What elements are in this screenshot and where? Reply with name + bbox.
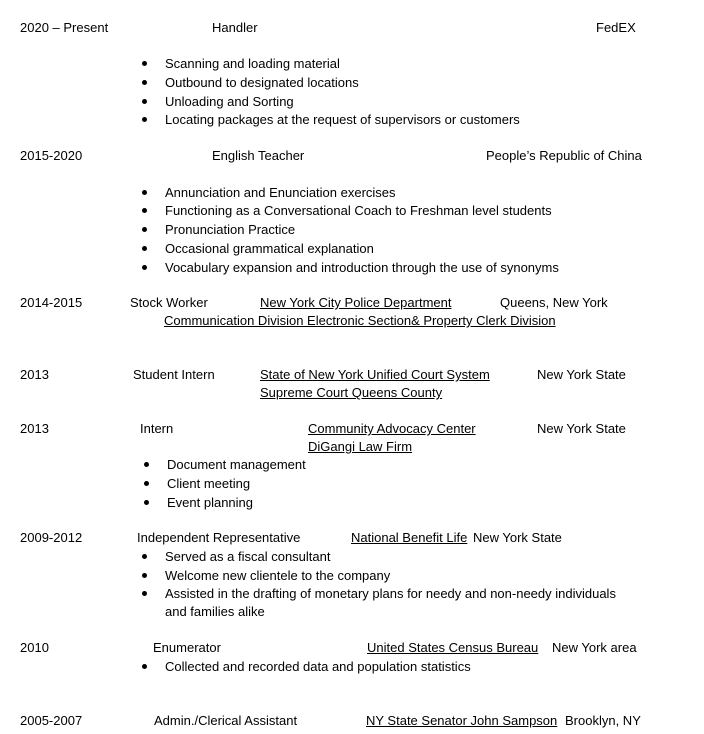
bullet-item: Outbound to designated locations xyxy=(165,75,359,90)
entry-location: New York State xyxy=(537,421,626,436)
bullet-item: Client meeting xyxy=(167,476,251,491)
organization-link[interactable]: New York City Police Department xyxy=(260,295,452,310)
entry-location: New York State xyxy=(537,367,626,382)
entry-dates: 2014-2015 xyxy=(20,295,83,310)
entry-location: Queens, New York xyxy=(500,295,608,310)
bullet-item: Annunciation and Enunciation exercises xyxy=(165,185,396,200)
entry-title: Enumerator xyxy=(153,640,221,655)
entry-title: Stock Worker xyxy=(130,295,208,310)
entry-title: Handler xyxy=(212,20,258,35)
entry-dates: 2013 xyxy=(20,367,49,382)
entry-location: Brooklyn, NY xyxy=(565,713,641,728)
bullet-item: Collected and recorded data and population statistics xyxy=(165,659,471,674)
bullet-item: Locating packages at the request of supervisors or customers xyxy=(165,112,520,127)
entry-title: Independent Representative xyxy=(137,530,301,545)
bullet-item: Occasional grammatical explanation xyxy=(165,241,374,256)
entry-location: New York State xyxy=(473,530,562,545)
division-link[interactable]: Communication Division Electronic Section& Property Clerk Division xyxy=(164,313,556,328)
organization-link[interactable]: NY State Senator John Sampson xyxy=(366,713,558,728)
entry-dates: 2015-2020 xyxy=(20,148,83,163)
organization-link[interactable]: Community Advocacy Center xyxy=(308,421,476,436)
bullet-item: Document management xyxy=(167,457,306,472)
entry-dates: 2020 – Present xyxy=(20,20,109,35)
entry-location: New York area xyxy=(552,640,637,655)
organization-link[interactable]: United States Census Bureau xyxy=(367,640,539,655)
organization-link[interactable]: Supreme Court Queens County xyxy=(260,385,443,400)
entry-title: English Teacher xyxy=(212,148,305,163)
entry-dates: 2009-2012 xyxy=(20,530,83,545)
bullet-item: Unloading and Sorting xyxy=(165,94,294,109)
organization-link[interactable]: National Benefit Life xyxy=(351,530,468,545)
entry-title: Intern xyxy=(140,421,174,436)
bullet-item: Welcome new clientele to the company xyxy=(165,568,391,583)
entry-employer: FedEX xyxy=(596,20,636,35)
bullet-item: Assisted in the drafting of monetary plans for needy and non-needy individuals xyxy=(165,586,616,601)
entry-dates: 2005-2007 xyxy=(20,713,83,728)
organization-link[interactable]: State of New York Unified Court System xyxy=(260,367,490,382)
entry-title: Student Intern xyxy=(133,367,215,382)
organization-link[interactable]: DiGangi Law Firm xyxy=(308,439,413,454)
bullet-item: Scanning and loading material xyxy=(165,56,340,71)
bullet-item: Served as a fiscal consultant xyxy=(165,549,331,564)
bullet-item: Functioning as a Conversational Coach to Freshman level students xyxy=(165,203,552,218)
bullet-item: Pronunciation Practice xyxy=(165,222,296,237)
bullet-item: Event planning xyxy=(167,495,254,510)
bullet-item: Vocabulary expansion and introduction through the use of synonyms xyxy=(165,260,559,275)
entry-employer: People’s Republic of China xyxy=(486,148,642,163)
entry-dates: 2010 xyxy=(20,640,49,655)
entry-dates: 2013 xyxy=(20,421,49,436)
entry-title: Admin./Clerical Assistant xyxy=(154,713,298,728)
bullet-continuation: and families alike xyxy=(165,604,265,619)
